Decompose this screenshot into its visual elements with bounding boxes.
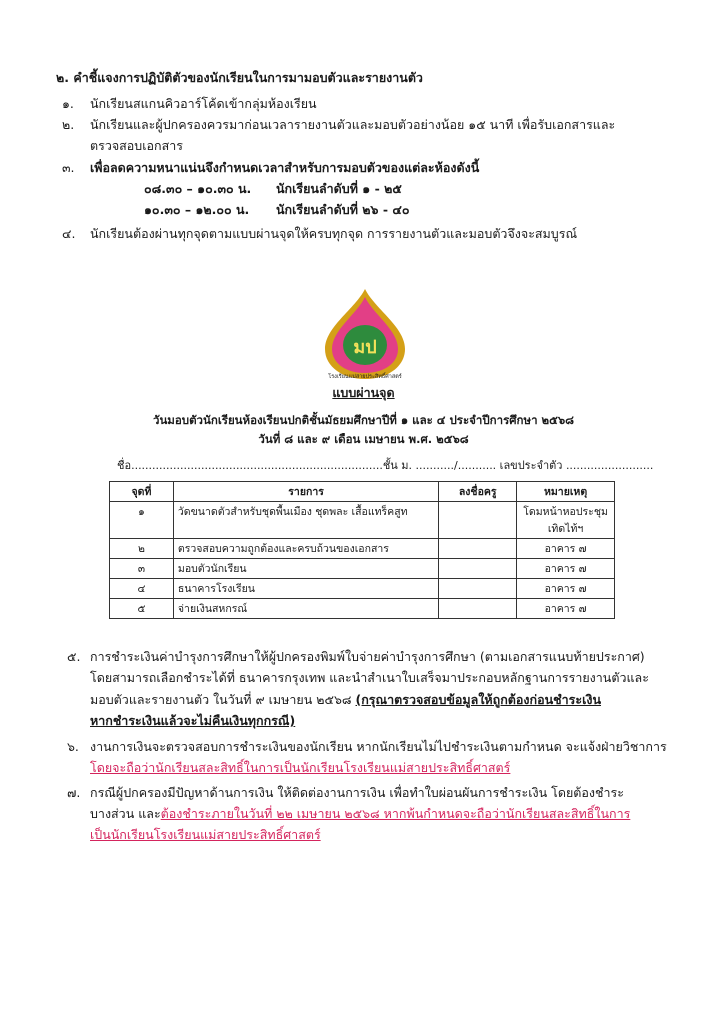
- cell-sign: [439, 502, 517, 539]
- student-info-line: ชื่อ........................................................................ชั้น ม. .........../........... เลขประจำตัว .........................: [117, 459, 654, 472]
- section-heading: ๒. คำชี้แจงการปฏิบัติตัวของนักเรียนในการมามอบตัวและรายงานตัว: [56, 70, 423, 85]
- table-row: [110, 539, 615, 559]
- cell-sign: [439, 579, 517, 599]
- deadline-warning: ต้องชำระภายในวันที่ ๒๒ เมษายน ๒๕๖๘ หากพ้นกำหนดจะถือว่านักเรียนสละสิทธิ์ในการ: [160, 806, 631, 821]
- logo-caption: โรงเรียนแม่สายประสิทธิ์ศาสตร์: [328, 374, 402, 380]
- item-number: ๑.: [62, 96, 74, 111]
- form-title: แบบผ่านจุด: [332, 385, 395, 400]
- item-number: ๓.: [62, 160, 75, 175]
- schedule-students: นักเรียนลำดับที่ ๑ - ๒๕: [276, 181, 402, 196]
- cell-note: อาคาร ๗: [517, 559, 615, 579]
- header-item: รายการ: [173, 482, 438, 502]
- note-line: โดมหน้าหอประชุม: [523, 506, 608, 518]
- cell-item: ตรวจสอบความถูกต้องและครบถ้วนของเอกสาร: [173, 539, 438, 559]
- logo-letters: มป: [353, 337, 377, 358]
- cell-note: [517, 502, 615, 539]
- table-header-row: [110, 482, 615, 502]
- table-row: [110, 579, 615, 599]
- item-number: ๖.: [67, 739, 79, 754]
- table-row: [110, 502, 615, 539]
- cell-point: ๓: [110, 559, 174, 579]
- cell-point: ๑: [110, 502, 174, 539]
- item-number: ๒.: [62, 117, 75, 132]
- cell-point: ๒: [110, 539, 174, 559]
- item-number: ๔.: [62, 226, 76, 241]
- header-point: จุดที่: [110, 482, 174, 502]
- cell-note: อาคาร ๗: [517, 539, 615, 559]
- header-sign: ลงชื่อครู: [439, 482, 517, 502]
- form-date: วันที่ ๘ และ ๙ เดือน เมษายน พ.ศ. ๒๕๖๘: [258, 432, 469, 446]
- item-text: เพื่อลดความหนาแน่นจึงกำหนดเวลาสำหรับการมอบตัวของแต่ละห้องดังนี้: [90, 160, 480, 175]
- item-text: นักเรียนต้องผ่านทุกจุดตามแบบผ่านจุดให้ครบทุกจุด การรายงานตัวและมอบตัวจึงจะสมบูรณ์: [90, 226, 578, 241]
- payment-text: การชำระเงินค่าบำรุงการศึกษาให้ผู้ปกครองพิมพ์ใบจ่ายค่าบำรุงการศึกษา (ตามเอกสารแนบท้ายประกาศ): [90, 649, 645, 664]
- payment-warning: หากชำระเงินแล้วจะไม่คืนเงินทุกกรณี): [90, 713, 296, 728]
- item-text: นักเรียนและผู้ปกครองควรมาก่อนเวลารายงานตัวและมอบตัวอย่างน้อย ๑๕ นาที เพื่อรับเอกสารและ: [90, 117, 616, 132]
- cell-item: วัดขนาดตัวสำหรับชุดพื้นเมือง ชุดพละ เสื้อแทร็คสูท: [173, 502, 438, 539]
- installment-text: กรณีผู้ปกครองมีปัญหาด้านการเงิน ให้ติดต่องานการเงิน เพื่อทำใบผ่อนผันการชำระเงิน โดยต้องชำระ: [90, 785, 624, 800]
- payment-date-text: มอบตัวและรายงานตัว ในวันที่ ๙ เมษายน ๒๕๖๘: [90, 692, 356, 707]
- installment-plain: บางส่วน และ: [90, 806, 161, 821]
- installment-text: [90, 806, 630, 822]
- item-text: ตรวจสอบเอกสาร: [90, 138, 183, 153]
- payment-text: [90, 692, 601, 708]
- cell-item: จ่ายเงินสหกรณ์: [173, 599, 438, 619]
- finance-check-text: งานการเงินจะตรวจสอบการชำระเงินของนักเรียน หากนักเรียนไม่ไปชำระเงินตามกำหนด จะแจ้งฝ่ายวิชาการ: [90, 739, 667, 754]
- cell-note: อาคาร ๗: [517, 599, 615, 619]
- school-logo: [313, 287, 417, 383]
- cell-note: อาคาร ๗: [517, 579, 615, 599]
- cell-sign: [439, 599, 517, 619]
- schedule-time: ๐๘.๓๐ – ๑๐.๓๐ น.: [144, 181, 252, 196]
- item-number: ๕.: [67, 649, 81, 664]
- cell-sign: [439, 539, 517, 559]
- cell-point: ๔: [110, 579, 174, 599]
- cell-item: มอบตัวนักเรียน: [173, 559, 438, 579]
- schedule-students: นักเรียนลำดับที่ ๒๖ - ๔๐: [276, 202, 410, 217]
- payment-warning: (กรุณาตรวจสอบข้อมูลให้ถูกต้องก่อนชำระเงิน: [355, 692, 602, 707]
- deadline-warning: เป็นนักเรียนโรงเรียนแม่สายประสิทธิ์ศาสตร์: [90, 827, 321, 842]
- checkpoint-table: [109, 481, 615, 619]
- cell-point: ๕: [110, 599, 174, 619]
- cell-item: ธนาคารโรงเรียน: [173, 579, 438, 599]
- form-subtitle: วันมอบตัวนักเรียนห้องเรียนปกติชั้นมัธยมศึกษาปีที่ ๑ และ ๔ ประจำปีการศึกษา ๒๕๖๘: [152, 413, 575, 427]
- note-line: เทิดไท้ฯ: [547, 523, 584, 535]
- forfeit-warning: โดยจะถือว่านักเรียนสละสิทธิ์ในการเป็นนักเรียนโรงเรียนแม่สายประสิทธิ์ศาสตร์: [90, 760, 511, 775]
- header-note: หมายเหตุ: [517, 482, 615, 502]
- item-number: ๗.: [67, 785, 81, 800]
- cell-sign: [439, 559, 517, 579]
- item-text: นักเรียนสแกนคิวอาร์โค้ดเข้ากลุ่มห้องเรียน: [90, 96, 317, 111]
- table-row: [110, 559, 615, 579]
- payment-text: โดยสามารถเลือกชำระได้ที่ ธนาคารกรุงเทพ และนำสำเนาใบเสร็จมาประกอบหลักฐานการรายงานตัวและ: [90, 670, 649, 685]
- schedule-time: ๑๐.๓๐ – ๑๒.๐๐ น.: [144, 202, 250, 217]
- table-row: [110, 599, 615, 619]
